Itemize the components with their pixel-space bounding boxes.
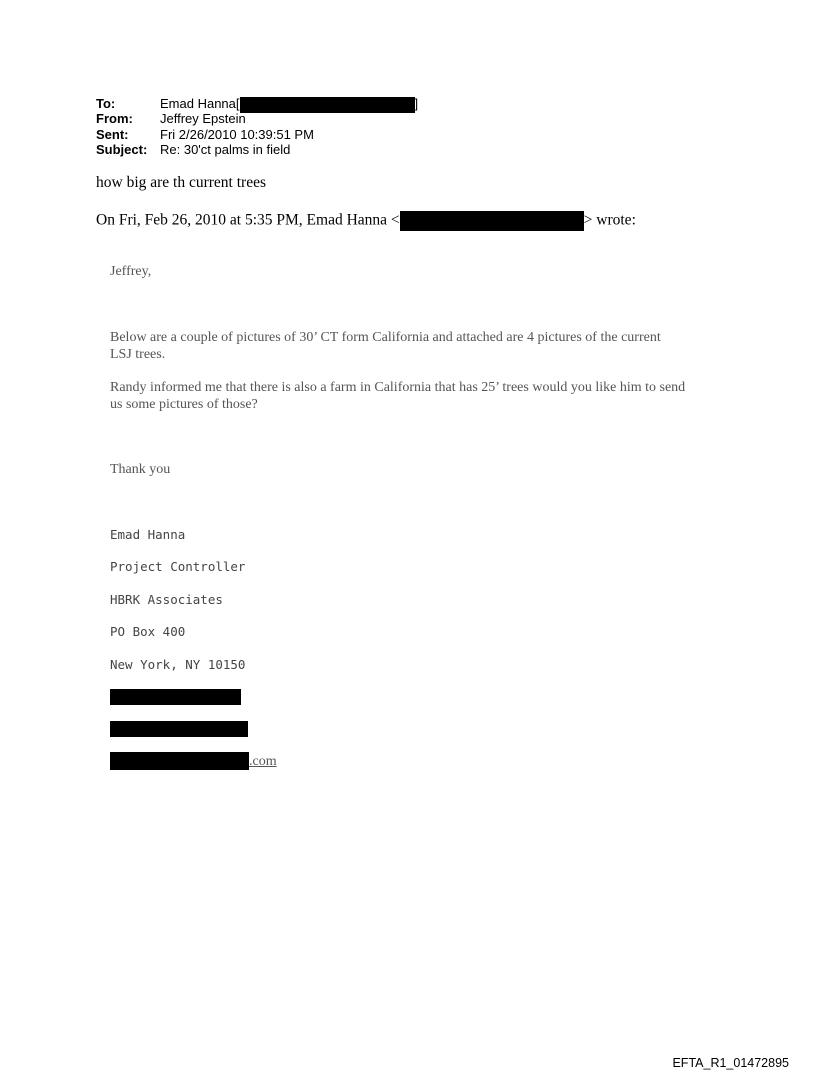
sent-value: Fri 2/26/2010 10:39:51 PM bbox=[160, 127, 314, 142]
quoted-para2-line2: us some pictures of those? bbox=[110, 397, 258, 412]
redaction-bar bbox=[400, 211, 584, 231]
signature-title: Project Controller bbox=[110, 559, 246, 574]
to-name: Emad Hanna[ bbox=[160, 96, 240, 111]
quoted-greeting: Jeffrey, bbox=[110, 264, 152, 279]
quoted-paragraph-1 bbox=[110, 329, 661, 363]
quoted-closing: Thank you bbox=[110, 462, 171, 477]
signature-po-box: PO Box 400 bbox=[110, 624, 186, 639]
signature-city: New York, NY 10150 bbox=[110, 657, 246, 672]
redaction-bar-email bbox=[110, 752, 249, 770]
subject-value: Re: 30'ct palms in field bbox=[160, 142, 291, 157]
email-header bbox=[96, 96, 496, 160]
from-value: Jeffrey Epstein bbox=[160, 111, 246, 126]
quoted-para1-line1: Below are a couple of pictures of 30’ CT form California and attached are 4 pictures of the current bbox=[110, 330, 661, 345]
redaction-bar bbox=[240, 97, 415, 113]
to-close-bracket: ] bbox=[414, 96, 419, 111]
reply-attribution bbox=[96, 211, 636, 231]
redaction-bar-fax bbox=[110, 721, 248, 737]
signature-name: Emad Hanna bbox=[110, 527, 186, 542]
subject-label: Subject: bbox=[96, 142, 148, 157]
reply-body: how big are th current trees bbox=[96, 174, 267, 191]
from-label: From: bbox=[96, 111, 133, 126]
attribution-prefix: On Fri, Feb 26, 2010 at 5:35 PM, Emad Hanna < bbox=[96, 211, 400, 229]
sent-label: Sent: bbox=[96, 127, 129, 142]
quoted-para2-line1: Randy informed me that there is also a farm in California that has 25’ trees would you like him to send bbox=[110, 380, 686, 395]
email-link[interactable]: .com bbox=[249, 754, 277, 769]
signature-company: HBRK Associates bbox=[110, 592, 223, 607]
quoted-para1-line2: LSJ trees. bbox=[110, 347, 166, 362]
redaction-bar-phone bbox=[110, 689, 241, 705]
document-id: EFTA_R1_01472895 bbox=[672, 1056, 789, 1070]
attribution-suffix: > wrote: bbox=[583, 211, 636, 229]
to-label: To: bbox=[96, 96, 116, 111]
quoted-paragraph-2 bbox=[110, 379, 685, 413]
